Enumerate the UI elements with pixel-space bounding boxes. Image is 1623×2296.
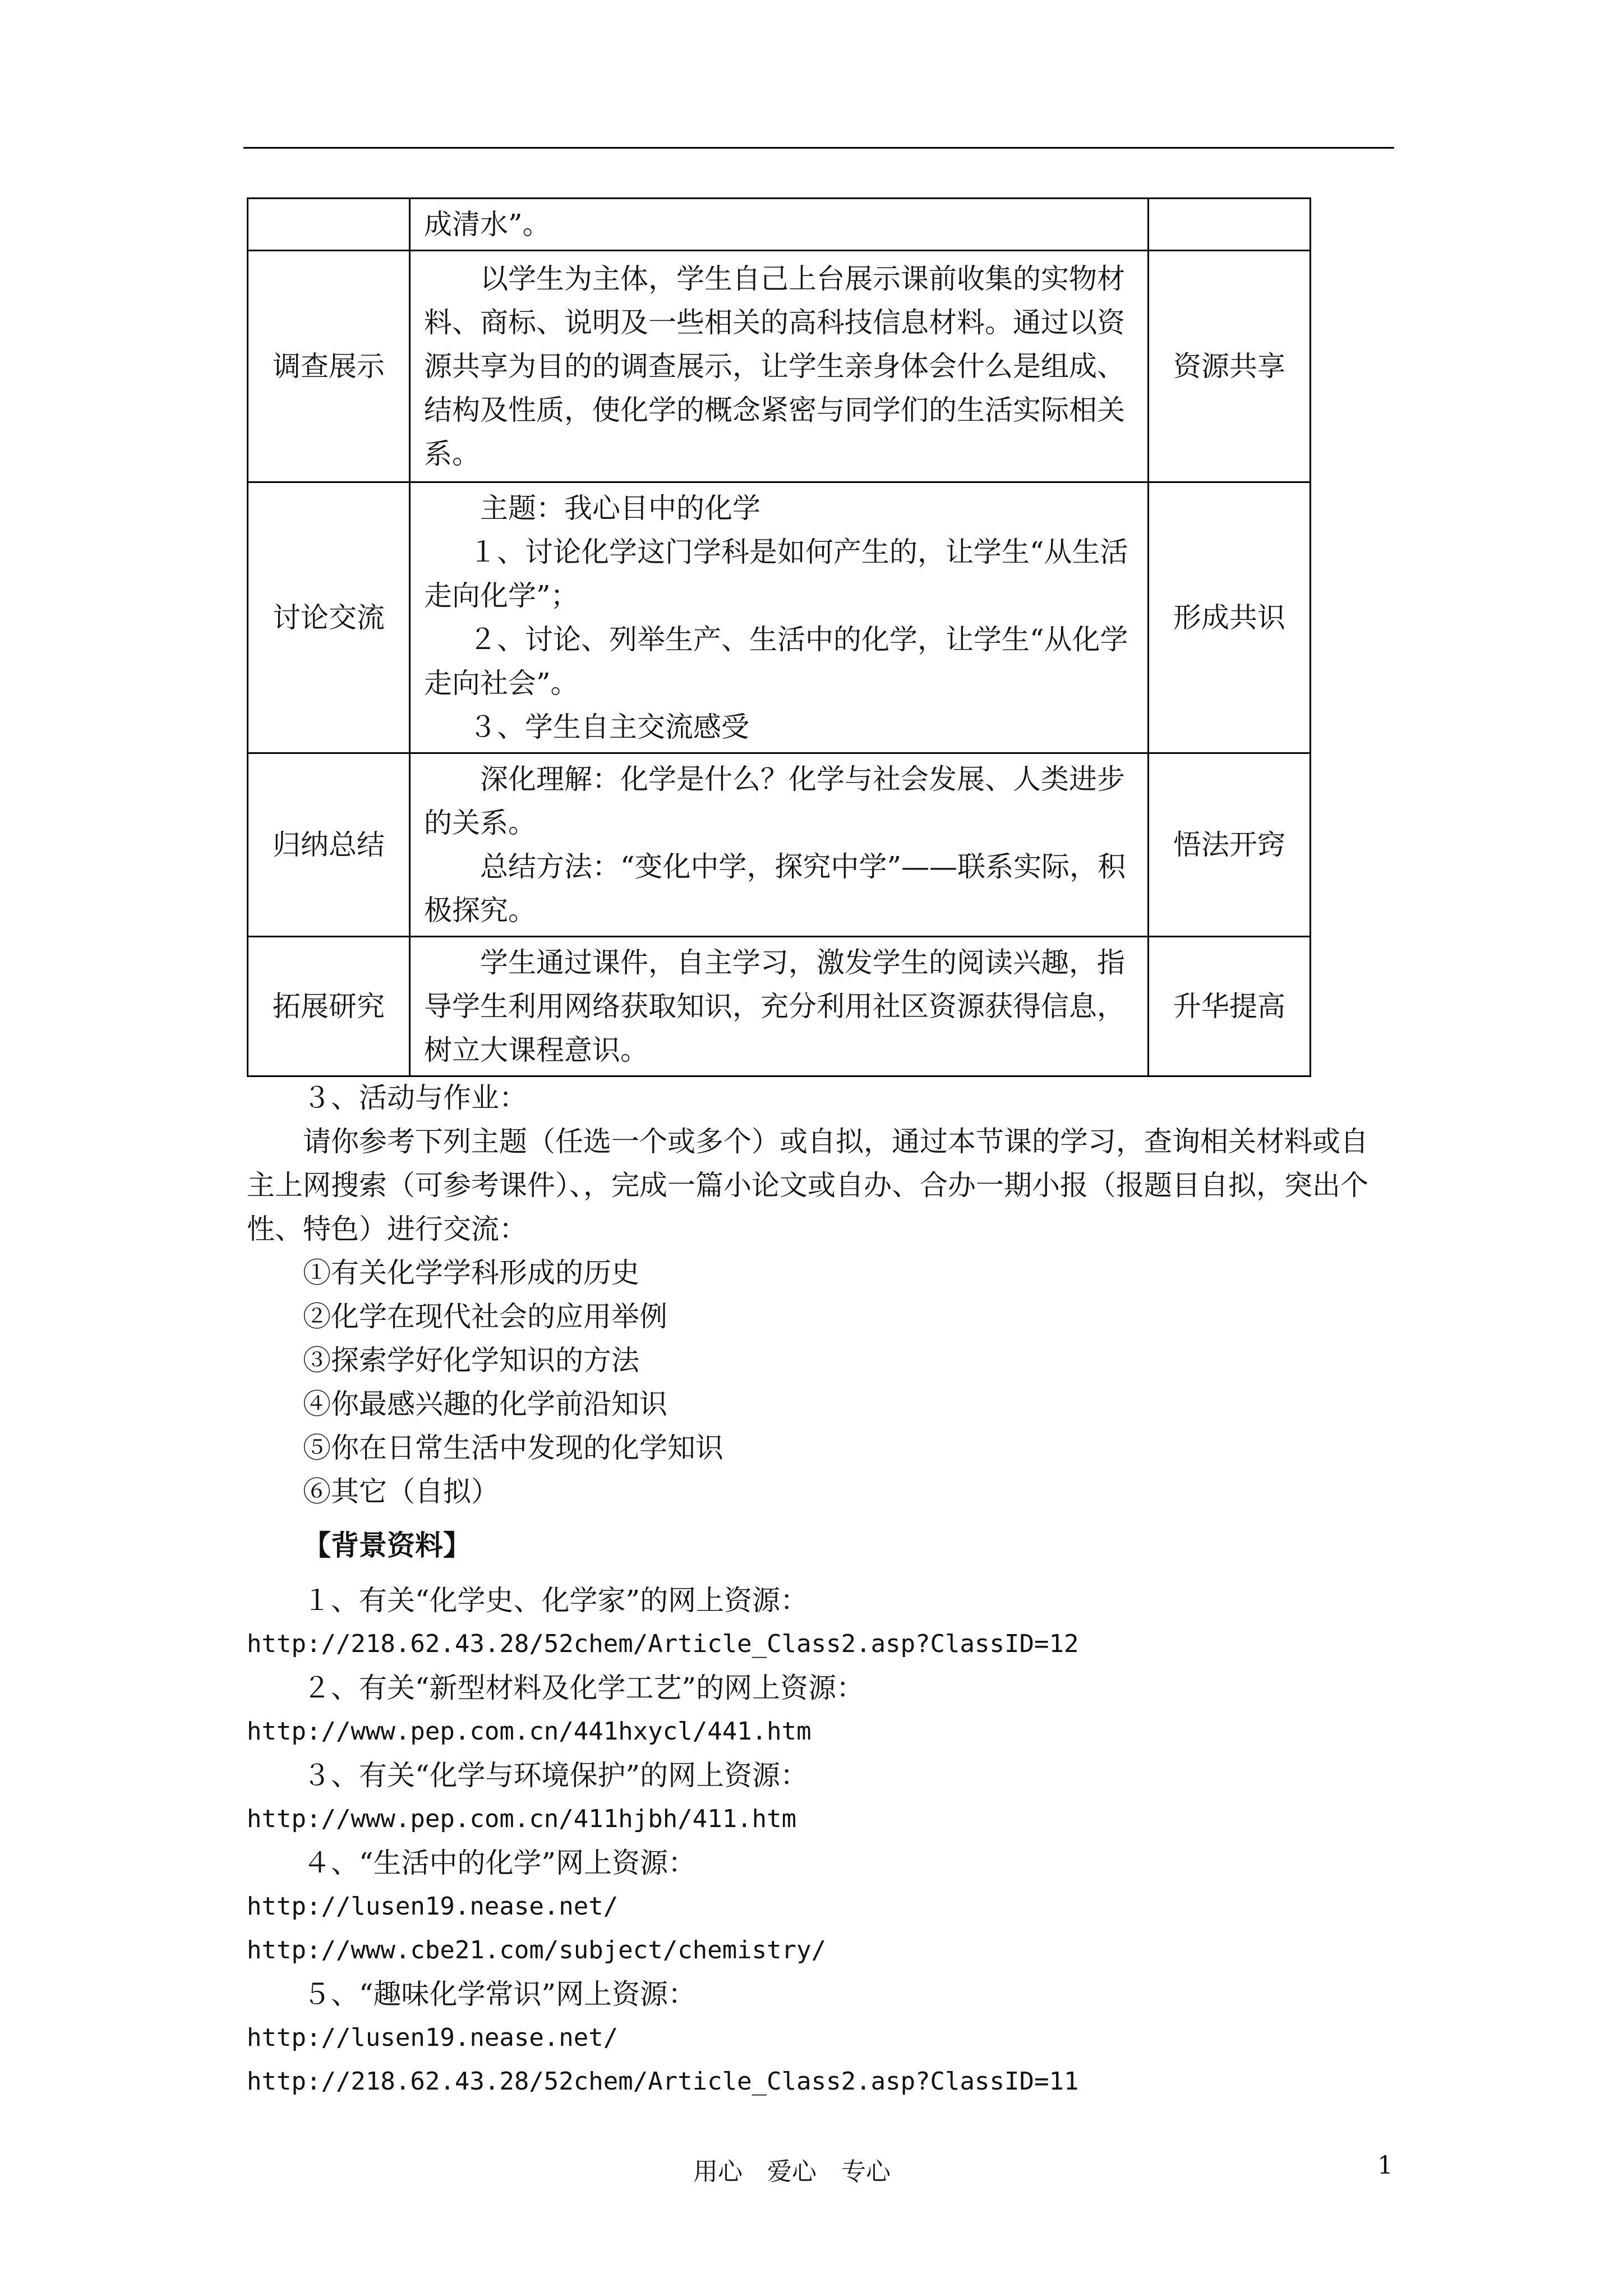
- content-cell: [410, 753, 1149, 937]
- header-rule: [243, 147, 1394, 149]
- topic-item: ①有关化学学科形成的历史: [303, 1257, 639, 1289]
- intent-cell: 资源共享: [1149, 251, 1311, 482]
- lesson-table: [247, 197, 1311, 1077]
- content-cell: [410, 482, 1149, 753]
- background-heading: 【背景资料】: [303, 1529, 471, 1562]
- table-row: [248, 937, 1311, 1076]
- resource-label: ２、有关“新型材料及化学工艺”的网上资源：: [303, 1672, 865, 1704]
- resource-url[interactable]: http://www.pep.com.cn/411hjbh/411.htm: [247, 1805, 797, 1833]
- content-line: 深化理解：化学是什么？化学与社会发展、人类进步的关系。: [424, 763, 1125, 839]
- stage-cell: 拓展研究: [248, 937, 410, 1076]
- intent-cell: 升华提高: [1149, 937, 1311, 1076]
- table-row: [248, 753, 1311, 937]
- stage-cell: 调查展示: [248, 251, 410, 482]
- stage-cell: [248, 199, 410, 251]
- resource-url[interactable]: http://218.62.43.28/52chem/Article_Class2.asp?ClassID=12: [247, 1630, 1079, 1658]
- content-line: 以学生为主体，学生自己上台展示课前收集的实物材料、商标、说明及一些相关的高科技信息材料。通过以资源共享为目的的调查展示，让学生亲身体会什么是组成、结构及性质，使化学的概念紧密与同学们的生活实际相关系。: [424, 263, 1125, 470]
- topic-item: ④你最感兴趣的化学前沿知识: [303, 1388, 667, 1420]
- intent-cell: 悟法开窍: [1149, 753, 1311, 937]
- content-line: １、讨论化学这门学科是如何产生的，让学生“从生活走向化学”；: [424, 536, 1128, 612]
- content-cell: [410, 937, 1149, 1076]
- resource-label: ４、“生活中的化学”网上资源：: [303, 1847, 697, 1879]
- table-row: [248, 482, 1311, 753]
- content-line: 学生通过课件，自主学习，激发学生的阅读兴趣，指导学生利用网络获取知识，充分利用社区资源获得信息，树立大课程意识。: [424, 946, 1125, 1066]
- topic-item: ⑥其它（自拟）: [303, 1475, 499, 1508]
- table-row: [248, 251, 1311, 482]
- activities-intro: 请你参考下列主题（任选一个或多个）或自拟，通过本节课的学习，查询相关材料或自主上网搜索（可参考课件）、，完成一篇小论文或自办、合办一期小报（报题目自拟，突出个性、特色）进行交流：: [247, 1125, 1368, 1245]
- content-line: 主题：我心目中的化学: [480, 492, 760, 524]
- topic-item: ⑤你在日常生活中发现的化学知识: [303, 1432, 723, 1464]
- background-section: [247, 1524, 1391, 2104]
- content-cell: [410, 251, 1149, 482]
- resource-url[interactable]: http://lusen19.nease.net/: [247, 2023, 619, 2052]
- resource-label: ３、有关“化学与环境保护”的网上资源：: [303, 1759, 809, 1792]
- activities-section: [247, 1076, 1391, 1513]
- content-line: ３、学生自主交流感受: [469, 711, 749, 743]
- content-line: 总结方法：“变化中学，探究中学”——联系实际，积极探究。: [424, 850, 1126, 927]
- topic-item: ②化学在现代社会的应用举例: [303, 1300, 667, 1333]
- resource-label: ５、“趣味化学常识”网上资源：: [303, 1978, 697, 2010]
- intent-cell: 形成共识: [1149, 482, 1311, 753]
- resource-url[interactable]: http://www.cbe21.com/subject/chemistry/: [247, 1936, 827, 1964]
- table-row: [248, 199, 1311, 251]
- topic-item: ③探索学好化学知识的方法: [303, 1344, 639, 1377]
- resource-url[interactable]: http://218.62.43.28/52chem/Article_Class2.asp?ClassID=11: [247, 2067, 1079, 2096]
- content-line: ２、讨论、列举生产、生活中的化学，让学生“从化学走向社会”。: [424, 623, 1128, 700]
- footer-motto: 用心 爱心 专心: [693, 2157, 891, 2186]
- resource-url[interactable]: http://www.pep.com.cn/441hxycl/441.htm: [247, 1717, 811, 1746]
- stage-cell: 讨论交流: [248, 482, 410, 753]
- page-number: 1: [1377, 2151, 1393, 2180]
- content-cell: [410, 199, 1149, 251]
- content-line: 成清水”。: [424, 208, 551, 241]
- resource-url[interactable]: http://lusen19.nease.net/: [247, 1892, 619, 1921]
- activities-heading: ３、活动与作业：: [303, 1082, 527, 1114]
- stage-cell: 归纳总结: [248, 753, 410, 937]
- resource-label: １、有关“化学史、化学家”的网上资源：: [303, 1584, 809, 1617]
- intent-cell: [1149, 199, 1311, 251]
